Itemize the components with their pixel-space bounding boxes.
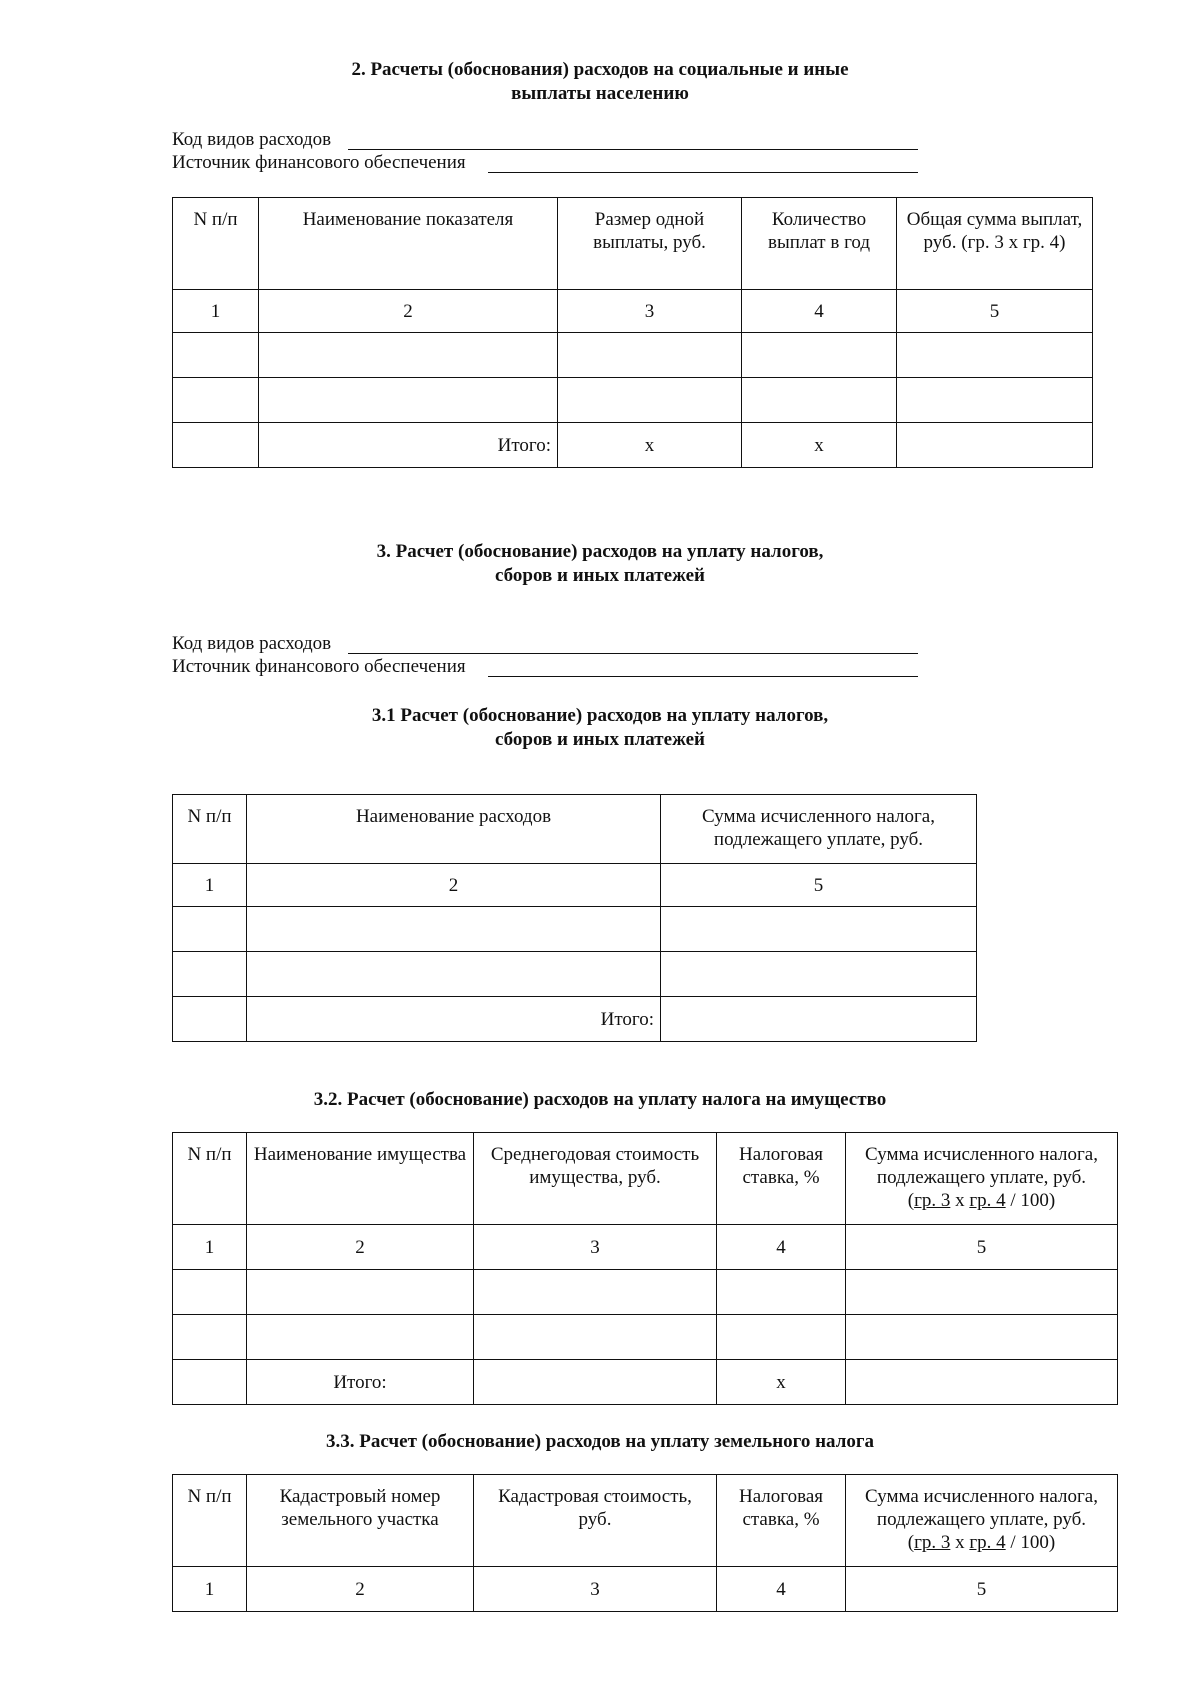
header-text: Сумма исчисленного налога, (865, 1486, 1098, 1507)
header-text: / 100) (1005, 1190, 1056, 1211)
header-cell: Среднегодовая стоимость имущества, руб. (474, 1133, 717, 1225)
table-header-row (173, 795, 977, 864)
header-text: Сумма исчисленного налога, (865, 1144, 1098, 1165)
section3-2-title: 3.2. Расчет (обоснование) расходов на уплату налога на имущество (313, 1089, 887, 1110)
table-cell[interactable] (173, 997, 247, 1042)
table-cell[interactable] (897, 423, 1093, 468)
table-row (173, 952, 977, 997)
header-cell: N п/п (173, 198, 259, 290)
column-number: 5 (897, 290, 1093, 333)
header-cell: Кадастровый номер земельного участка (247, 1475, 474, 1567)
table-cell[interactable] (247, 1270, 474, 1315)
section2-source-field (172, 152, 466, 174)
section3-title-line2: сборов и иных платежей (495, 565, 705, 586)
table-number-row (173, 290, 1093, 333)
section3-source-field (172, 656, 466, 678)
table-total-row (173, 423, 1093, 468)
section3-title-line1: 3. Расчет (обоснование) расходов на уплату налогов, (376, 541, 824, 562)
column-number: 3 (474, 1225, 717, 1270)
column-number: 4 (717, 1225, 846, 1270)
column-ref-link[interactable]: гр. 3 (914, 1190, 951, 1211)
table-cell[interactable] (173, 952, 247, 997)
section2-title-line1: 2. Расчеты (обоснования) расходов на социальные и иные (351, 59, 849, 80)
section3-1-title-line1: 3.1 Расчет (обоснование) расходов на уплату налогов, (371, 705, 829, 726)
column-number: 3 (558, 290, 742, 333)
section3-code-line[interactable] (348, 653, 918, 654)
header-text: х (950, 1532, 970, 1553)
table-cell[interactable] (846, 1315, 1118, 1360)
table-cell[interactable] (717, 1315, 846, 1360)
table-cell[interactable] (259, 378, 558, 423)
section3-1-table (172, 794, 977, 1042)
section2-code-field (172, 129, 331, 151)
section3-2-table (172, 1132, 1118, 1405)
table-cell[interactable] (259, 333, 558, 378)
column-number: 2 (259, 290, 558, 333)
column-number: 2 (247, 1567, 474, 1612)
header-text: подлежащего уплате, руб. (876, 1509, 1087, 1530)
table-header-row (173, 198, 1093, 290)
header-cell: Налоговая ставка, % (717, 1133, 846, 1225)
table-cell[interactable] (661, 952, 977, 997)
column-number: 3 (474, 1567, 717, 1612)
header-cell (846, 1133, 1118, 1225)
column-number: 5 (661, 864, 977, 907)
table-cell[interactable] (661, 997, 977, 1042)
section3-1-title-line2: сборов и иных платежей (495, 729, 705, 750)
column-number: 1 (173, 1225, 247, 1270)
table-row (173, 1270, 1118, 1315)
table-row (173, 1315, 1118, 1360)
header-cell: Налоговая ставка, % (717, 1475, 846, 1567)
header-text: подлежащего уплате, руб. (876, 1167, 1087, 1188)
table-cell[interactable] (558, 333, 742, 378)
column-number: 1 (173, 290, 259, 333)
column-ref-link[interactable]: гр. 3 (914, 1532, 951, 1553)
column-number: 4 (717, 1567, 846, 1612)
table-cell[interactable] (173, 907, 247, 952)
table-cell[interactable] (173, 1270, 247, 1315)
section2-table (172, 197, 1093, 468)
table-cell[interactable] (474, 1360, 717, 1405)
table-total-row (173, 997, 977, 1042)
header-cell: Кадастровая стоимость, руб. (474, 1475, 717, 1567)
table-cell[interactable] (474, 1270, 717, 1315)
table-cell[interactable] (474, 1315, 717, 1360)
header-cell: N п/п (173, 1133, 247, 1225)
section3-source-label: Источник финансового обеспечения (172, 656, 466, 677)
column-number: 1 (173, 864, 247, 907)
column-ref-link[interactable]: гр. 4 (969, 1532, 1006, 1553)
table-cell[interactable] (661, 907, 977, 952)
section2-source-line[interactable] (488, 172, 918, 173)
table-cell[interactable] (897, 333, 1093, 378)
table-cell[interactable] (558, 378, 742, 423)
x-mark: х (717, 1360, 846, 1405)
header-text: х (950, 1190, 970, 1211)
total-label: Итого: (247, 997, 661, 1042)
x-mark: х (742, 423, 897, 468)
column-ref-link[interactable]: гр. 4 (969, 1190, 1006, 1211)
table-cell[interactable] (173, 423, 259, 468)
x-mark: х (558, 423, 742, 468)
column-number: 4 (742, 290, 897, 333)
header-text: ( (907, 1190, 915, 1211)
section3-code-field (172, 633, 331, 655)
table-cell[interactable] (247, 1315, 474, 1360)
header-cell: Сумма исчисленного налога, подлежащего уплате, руб. (661, 795, 977, 864)
table-row (173, 907, 977, 952)
header-cell: Наименование имущества (247, 1133, 474, 1225)
section2-code-label: Код видов расходов (172, 129, 332, 150)
header-cell: Общая сумма выплат, руб. (гр. 3 х гр. 4) (897, 198, 1093, 290)
table-cell[interactable] (742, 378, 897, 423)
section2-source-label: Источник финансового обеспечения (172, 152, 466, 173)
section3-source-line[interactable] (488, 676, 918, 677)
table-cell[interactable] (897, 378, 1093, 423)
table-cell[interactable] (742, 333, 897, 378)
section3-code-label: Код видов расходов (172, 633, 332, 654)
header-cell: N п/п (173, 1475, 247, 1567)
table-cell[interactable] (846, 1360, 1118, 1405)
total-label: Итого: (259, 423, 558, 468)
table-row (173, 333, 1093, 378)
total-label: Итого: (247, 1360, 474, 1405)
header-cell: Количество выплат в год (742, 198, 897, 290)
column-number: 5 (846, 1567, 1118, 1612)
table-cell[interactable] (247, 907, 661, 952)
header-cell (846, 1475, 1118, 1567)
table-cell[interactable] (173, 1315, 247, 1360)
section2-code-line[interactable] (348, 149, 918, 150)
table-cell[interactable] (173, 1360, 247, 1405)
column-number: 5 (846, 1225, 1118, 1270)
header-cell: Размер одной выплаты, руб. (558, 198, 742, 290)
header-cell: N п/п (173, 795, 247, 864)
table-header-row (173, 1133, 1118, 1225)
table-cell[interactable] (717, 1270, 846, 1315)
column-number: 2 (247, 1225, 474, 1270)
header-text: ( (907, 1532, 915, 1553)
section2-title-line2: выплаты населению (511, 83, 689, 104)
table-header-row (173, 1475, 1118, 1567)
section3-3-table (172, 1474, 1118, 1612)
table-cell[interactable] (247, 952, 661, 997)
table-cell[interactable] (846, 1270, 1118, 1315)
table-number-row (173, 1225, 1118, 1270)
table-row (173, 378, 1093, 423)
header-cell: Наименование расходов (247, 795, 661, 864)
table-number-row (173, 1567, 1118, 1612)
column-number: 2 (247, 864, 661, 907)
table-number-row (173, 864, 977, 907)
column-number: 1 (173, 1567, 247, 1612)
table-cell[interactable] (173, 378, 259, 423)
header-text: / 100) (1005, 1532, 1056, 1553)
header-cell: Наименование показателя (259, 198, 558, 290)
table-total-row (173, 1360, 1118, 1405)
table-cell[interactable] (173, 333, 259, 378)
section3-3-title: 3.3. Расчет (обоснование) расходов на уплату земельного налога (326, 1431, 874, 1452)
